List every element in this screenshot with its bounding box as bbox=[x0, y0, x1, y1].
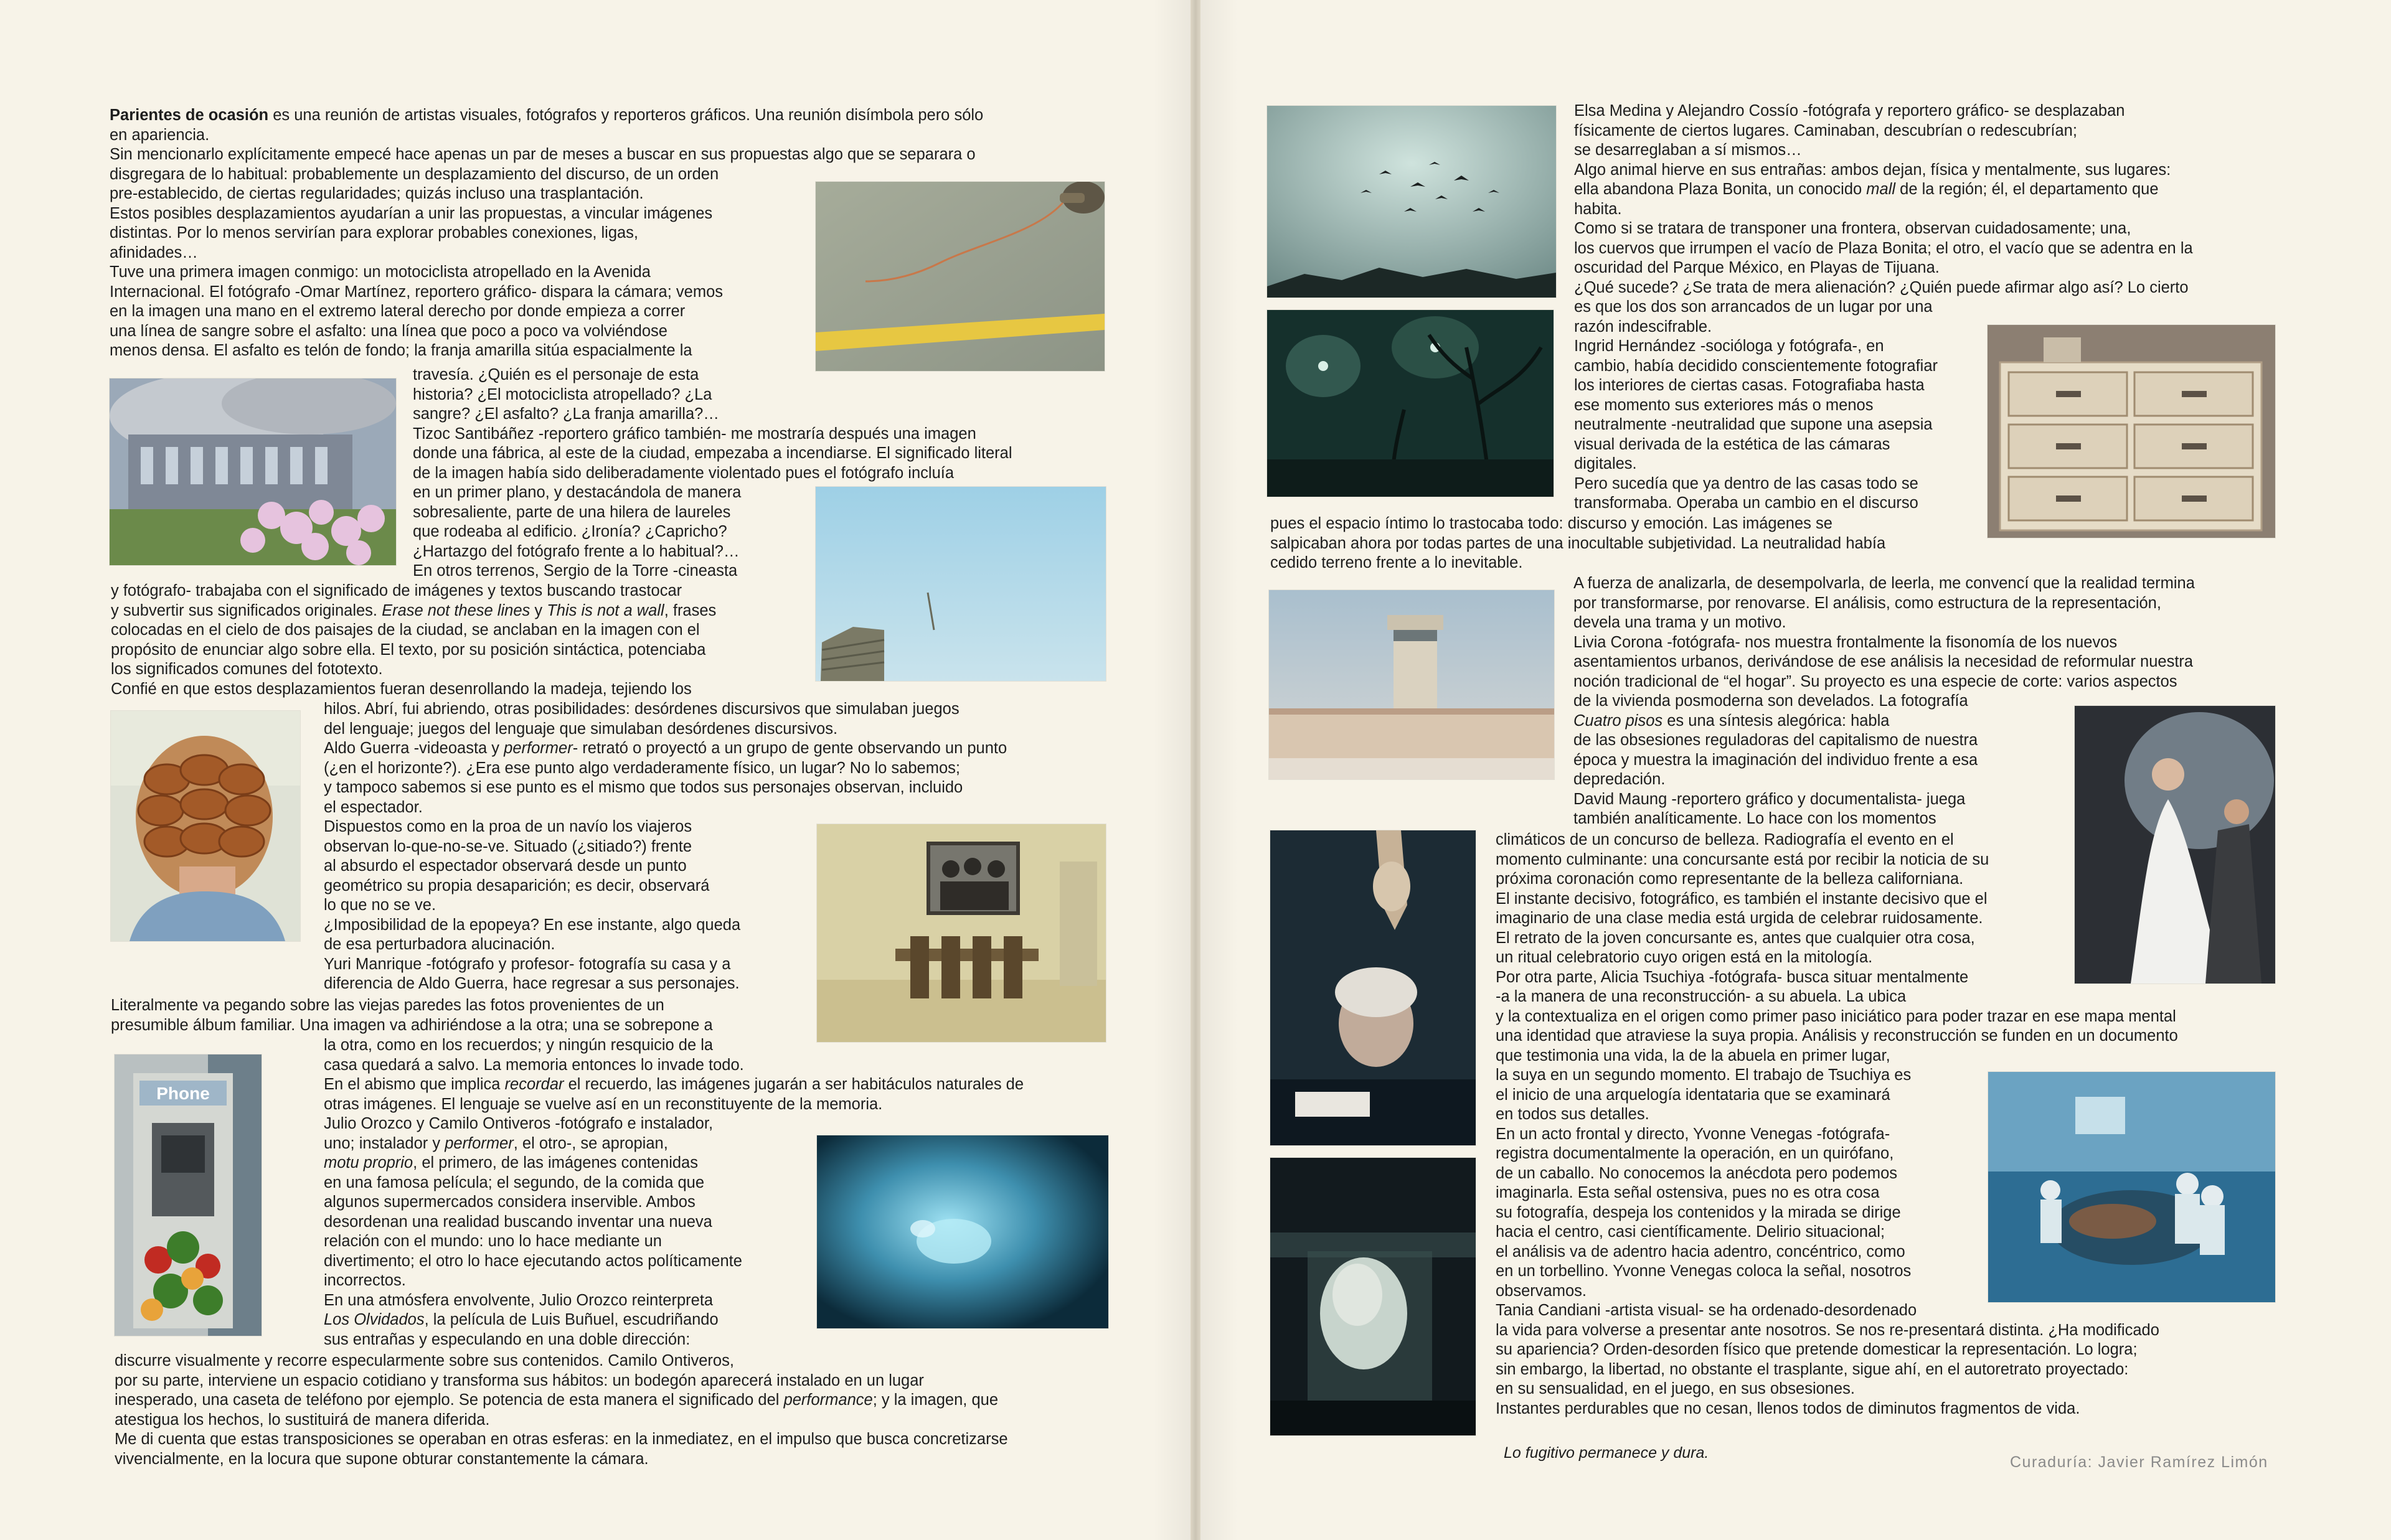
text-line: los interiores de ciertas casas. Fotografiaba hasta bbox=[1574, 377, 1925, 394]
text-line: otras imágenes. El lenguaje se vuelve así en un reconstituyente de la memoria. bbox=[324, 1095, 883, 1113]
text-line: una identidad que atraviese la suya propia. Análisis y reconstrucción se funden en un documento bbox=[1496, 1027, 2178, 1045]
text-line: Julio Orozco y Camilo Ontiveros -fotógrafo e instalador, bbox=[324, 1115, 714, 1132]
text-line: afinidades… bbox=[110, 243, 198, 261]
text-line: se desarreglaban a sí mismos… bbox=[1574, 141, 1802, 159]
text-line: un ritual celebratorio cuyo origen está en la mitología. bbox=[1496, 949, 1873, 966]
text-line: lo que no se ve. bbox=[324, 896, 436, 914]
text-line: momento culminante: una concursante está por recibir la noticia de su bbox=[1496, 850, 1989, 868]
text-line: Elsa Medina y Alejandro Cossío -fotógrafa y reportero gráfico- se desplazaban bbox=[1574, 102, 2125, 120]
photo-birds-sky bbox=[1267, 106, 1556, 298]
text-line: David Maung -reportero gráfico y documentalista- juega bbox=[1573, 790, 1966, 808]
photo-watchtower bbox=[1269, 590, 1554, 779]
text-line: Yuri Manrique -fotógrafo y profesor- fotografía su casa y a bbox=[324, 955, 731, 973]
exhibition-title: Parientes de ocasión bbox=[110, 106, 269, 124]
text-line: que rodeaba al edificio. ¿Ironía? ¿Capricho? bbox=[413, 523, 727, 540]
text-line: devela una trama y un motivo. bbox=[1573, 614, 1786, 631]
text-line: Tizoc Santibáñez -reportero gráfico también- me mostraría después una imagen bbox=[413, 425, 976, 443]
text-line: propósito de enunciar algo sobre ella. El texto, por su posición sintáctica, potenciaba bbox=[111, 641, 706, 659]
text-line: en todos sus detalles. bbox=[1496, 1106, 1649, 1123]
text-line: ¿Qué sucede? ¿Se trata de mera alienación? ¿Quién puede afirmar algo así? Lo cierto bbox=[1574, 278, 2189, 296]
closing-quote: Lo fugitivo permanece y dura. bbox=[1504, 1444, 1709, 1462]
text-line: oscuridad del Parque México, en Playas de Tijuana. bbox=[1574, 259, 1940, 276]
text-line: imaginario de una clase media está urgida de celebrar ruidosamente. bbox=[1496, 909, 1983, 927]
text-line: relación con el mundo: uno lo hace mediante un bbox=[324, 1232, 662, 1250]
text-line: hacia el centro, casi científicamente. Delirio situacional; bbox=[1496, 1223, 1885, 1241]
text-line: ese momento sus exteriores más o menos bbox=[1574, 396, 1874, 414]
text-line: travesía. ¿Quién es el personaje de esta bbox=[413, 366, 699, 383]
text-line: por transformarse, por renovarse. El análisis, como estructura de la representación, bbox=[1573, 594, 2161, 612]
text-line: El retrato de la joven concursante es, antes que cualquier otra cosa, bbox=[1496, 929, 1975, 947]
text-line: también analíticamente. Lo hace con los momentos bbox=[1573, 810, 1936, 827]
text-line: es que los dos son arrancados de un lugar por una bbox=[1574, 298, 1933, 316]
photo-dining-room bbox=[817, 824, 1106, 1042]
text-line: por su parte, interviene un espacio cotidiano y transforma sus hábitos: un bodegón aparecerá instalado en un lugar bbox=[115, 1371, 924, 1389]
text-line: en la imagen una mano en el extremo lateral derecho por donde empieza a correr bbox=[110, 303, 686, 320]
text-line: Literalmente va pegando sobre las viejas paredes las fotos provenientes de un bbox=[111, 997, 664, 1014]
left-page bbox=[0, 0, 1191, 1540]
photo-beauty-pageant bbox=[2075, 706, 2275, 984]
text-line: en su sensualidad, en el juego, en sus obsesiones. bbox=[1496, 1380, 1855, 1397]
text-line: presumible álbum familiar. Una imagen va adhiriéndose a la otra; una se sobrepone a bbox=[111, 1016, 713, 1034]
text-line: diferencia de Aldo Guerra, hace regresar a sus personajes. bbox=[324, 975, 740, 992]
text-line: una línea de sangre sobre el asfalto: una línea que poco a poco va volviéndose bbox=[110, 322, 667, 340]
text-line: sobresaliente, parte de una hilera de laureles bbox=[413, 503, 731, 521]
text-line: de las obsesiones reguladoras del capitalismo de nuestra bbox=[1573, 731, 1978, 749]
text-line: sangre? ¿El asfalto? ¿La franja amarilla?… bbox=[413, 405, 719, 423]
text-line: su fotografía, despeja los contenidos y la mirada se dirige bbox=[1496, 1203, 1901, 1221]
text-line: geométrico su propia desaparición; es decir, observará bbox=[324, 876, 710, 894]
text-line: digitales. bbox=[1574, 455, 1637, 472]
photo-sky-building bbox=[816, 487, 1106, 681]
left-text-block-c bbox=[111, 581, 716, 699]
text-line: motu proprio, el primero, de las imágenes contenidas bbox=[324, 1154, 698, 1171]
text-line: noción tradicional de “el hogar”. Su proyecto es una especie de corte: varios aspectos bbox=[1573, 672, 2177, 690]
text-line: ¿Imposibilidad de la epopeya? En ese instante, algo queda bbox=[324, 916, 741, 934]
text-line: que testimonia una vida, la de la abuela en primer lugar, bbox=[1496, 1046, 1890, 1064]
phone-sign-text: Phone bbox=[156, 1084, 210, 1103]
text-line: distintas. Por lo menos servirían para explorar probables conexiones, ligas, bbox=[110, 224, 639, 242]
text-line: Dispuestos como en la proa de un navío los viajeros bbox=[324, 818, 692, 835]
text-line: Algo animal hierve en sus entrañas: ambos dejan, física y mentalmente, sus lugares: bbox=[1574, 161, 2171, 179]
text-line: Como si se tratara de transponer una frontera, observan cuidadosamente; una, bbox=[1574, 220, 2131, 237]
text-line: Cuatro pisos es una síntesis alegórica: habla bbox=[1573, 711, 1890, 730]
text-line: visual derivada de la estética de las cámaras bbox=[1574, 435, 1890, 453]
text-line: al absurdo el espectador observará desde un punto bbox=[324, 857, 687, 875]
text-line: atestigua los hechos, lo sustituirá de manera diferida. bbox=[115, 1411, 490, 1429]
photo-self-portrait bbox=[1270, 1158, 1476, 1435]
text-line: época y muestra la imaginación del individuo frente a esa bbox=[1573, 751, 1978, 769]
text-line: observan lo-que-no-se-ve. Situado (¿sitiado?) frente bbox=[324, 837, 692, 855]
text-line: asentamientos urbanos, derivándose de ese análisis la necesidad de reformular nuestra bbox=[1573, 653, 2194, 670]
text-line: salpicaban ahora por todas partes de una inocultable subjetividad. La neutralidad había bbox=[1270, 534, 1886, 552]
photo-road-asphalt bbox=[816, 182, 1105, 371]
text-line: el espectador. bbox=[324, 798, 423, 816]
text-line: climáticos de un concurso de belleza. Radiografía el evento en el bbox=[1496, 831, 1954, 848]
text-line: colocadas en el cielo de dos paisajes de la ciudad, se anclaban en la imagen con el bbox=[111, 621, 700, 639]
text-line: El instante decisivo, fotográfico, es también el instante decisivo que el bbox=[1496, 890, 1988, 908]
text-line: físicamente de ciertos lugares. Caminaban, descubrían o redescubrían; bbox=[1574, 121, 2077, 139]
photo-phone-booth bbox=[115, 1054, 262, 1336]
text-line: imaginarla. Esta señal ostensiva, pues no es otra cosa bbox=[1496, 1184, 1880, 1201]
text-line: algunos supermercados considera inservible. Ambos bbox=[324, 1193, 696, 1211]
text-line: los cuervos que irrumpen el vacío de Plaza Bonita; el otro, el vacío que se adentra en la bbox=[1574, 239, 2193, 257]
text-line: observamos. bbox=[1496, 1282, 1587, 1300]
text-line: desordenan una realidad buscando inventar una nueva bbox=[324, 1213, 712, 1231]
text-line: incorrectos. bbox=[324, 1272, 406, 1289]
text-line: razón indescifrable. bbox=[1574, 317, 1712, 336]
photo-factory-fire bbox=[110, 378, 396, 565]
photo-night-park bbox=[1267, 310, 1554, 497]
left-text-block-g bbox=[115, 1351, 1008, 1469]
text-line: el inicio de una arquelogía identataria que se examinará bbox=[1496, 1086, 1890, 1104]
text-line: En una atmósfera envolvente, Julio Orozco reinterpreta bbox=[324, 1291, 714, 1309]
text-line: en apariencia. bbox=[110, 126, 210, 144]
text-line: (¿en el horizonte?). ¿Era ese punto algo verdaderamente físico, un lugar? No lo sabemos; bbox=[324, 759, 960, 777]
text-line: casa quedará a salvo. La memoria entonces lo invade todo. bbox=[324, 1056, 744, 1074]
text-line: del lenguaje; juegos del lenguaje que simulaban desórdenes discursivos. bbox=[324, 720, 838, 738]
text-line: ella abandona Plaza Bonita, un conocido mall de la región; él, el departamento que bbox=[1574, 181, 2159, 198]
text-line: la otra, como en los recuerdos; y ningún resquicio de la bbox=[324, 1036, 714, 1054]
text-line: uno; instalador y performer, el otro-, se apropian, bbox=[324, 1134, 668, 1152]
text-line: de la imagen había sido deliberadamente violentado pues el fotógrafo incluía bbox=[413, 464, 955, 482]
text-line: Los Olvidados, la película de Luis Buñuel, escudriñando bbox=[324, 1311, 719, 1328]
text-line: inesperado, una caseta de teléfono por ejemplo. Se potencia de esta manera el significado del performance; y la imagen, que bbox=[115, 1391, 999, 1409]
text-line: Instantes perdurables que no cesan, llenos todos de diminutos fragmentos de vida. bbox=[1496, 1399, 2080, 1417]
fold-shadow bbox=[1200, 0, 1238, 1540]
text-line: Tuve una primera imagen conmigo: un motociclista atropellado en la Avenida bbox=[110, 263, 651, 281]
text-line: En otros terrenos, Sergio de la Torre -cineasta bbox=[413, 562, 738, 580]
text-line: cedido terreno frente a lo inevitable. bbox=[1270, 554, 1523, 571]
text-line: Por otra parte, Alicia Tsuchiya -fotógrafa- busca situar mentalmente bbox=[1496, 968, 1969, 986]
text-line: de un caballo. No conocemos la anécdota pero podemos bbox=[1496, 1164, 1898, 1182]
text-line: de la vivienda posmoderna son develados. La fotografía bbox=[1573, 692, 1968, 710]
text-line: donde una fábrica, al este de la ciudad, empezaba a incendiarse. El significado literal bbox=[413, 444, 1012, 462]
text-line: vivencialmente, en la locura que supone obturar constantemente la cámara. bbox=[115, 1450, 649, 1468]
photo-film-still bbox=[817, 1135, 1108, 1328]
fold-shadow bbox=[1153, 0, 1191, 1540]
text-line: transformaba. Operaba un cambio en el discurso bbox=[1574, 494, 1918, 512]
text-line: próxima coronación como representante de la belleza californiana. bbox=[1496, 870, 1964, 888]
text-line: los significados comunes del fototexto. bbox=[111, 660, 383, 678]
text-line: su apariencia? Orden-desorden físico que pretende domesticar la representación. Lo logra; bbox=[1496, 1341, 2138, 1358]
text-line: menos densa. El asfalto es telón de fondo; la franja amarilla sitúa espacialmente la bbox=[110, 342, 692, 359]
text-line: A fuerza de analizarla, de desempolvarla, de leerla, me convencí que la realidad termina bbox=[1573, 575, 2195, 592]
text-line: y subvertir sus significados originales. Erase not these lines y This is not a wall, frases bbox=[111, 601, 717, 619]
photo-operating-room bbox=[1988, 1072, 2275, 1302]
photo-grandmother bbox=[1270, 830, 1476, 1145]
text-line: y la contextualiza en el origen como primer paso iniciático para poder trazar en ese mapa mental bbox=[1496, 1007, 2176, 1025]
text-line: pues el espacio íntimo lo trastocaba todo: discurso y emoción. Las imágenes se bbox=[1270, 515, 1832, 532]
text-line: En el abismo que implica recordar el recuerdo, las imágenes jugarán a ser habitáculos naturales de bbox=[324, 1076, 1024, 1093]
photo-dresser bbox=[1988, 325, 2275, 538]
text-line: sus entrañas y especulando en una doble dirección: bbox=[324, 1330, 691, 1348]
text-line: Livia Corona -fotógrafa- nos muestra frontalmente la fisonomía de los nuevos bbox=[1573, 633, 2118, 651]
text-line: en un torbellino. Yvonne Venegas coloca la señal, nosotros bbox=[1496, 1262, 1912, 1280]
text-line: depredación. bbox=[1573, 771, 1666, 788]
text-line: habita. bbox=[1574, 200, 1622, 218]
text-line: el análisis va de adentro hacia adentro, concéntrico, como bbox=[1496, 1242, 1905, 1261]
text-line: Pero sucedía que ya dentro de las casas todo se bbox=[1574, 474, 1918, 492]
text-line: Tania Candiani -artista visual- se ha ordenado-desordenado bbox=[1496, 1302, 1917, 1319]
text-line: discurre visualmente y recorre especularmente sobre sus contenidos. Camilo Ontiveros, bbox=[115, 1352, 734, 1369]
text-line: En un acto frontal y directo, Yvonne Venegas -fotógrafa- bbox=[1496, 1125, 1890, 1143]
text-line: historia? ¿El motociclista atropellado? ¿La bbox=[413, 385, 712, 403]
left-text-block-e bbox=[111, 996, 713, 1035]
text-line: divertimento; el otro lo hace ejecutando actos políticamente bbox=[324, 1252, 742, 1270]
book-gutter bbox=[1191, 0, 1200, 1540]
text-line: hilos. Abrí, fui abriendo, otras posibilidades: desórdenes discursivos que simulaban juegos bbox=[324, 700, 960, 718]
right-page bbox=[1200, 0, 2391, 1540]
text-line: y tampoco sabemos si ese punto es el mismo que todos sus personajes observan, incluido bbox=[324, 779, 963, 796]
text-line: sin embargo, la libertad, no obstante el trasplante, sigue ahí, en el autoretrato proyectado: bbox=[1496, 1360, 2129, 1378]
text-line: Me di cuenta que estas transposiciones se operaban en otras esferas: en la inmediatez, en el impulso que busca concretizarse bbox=[115, 1430, 1008, 1448]
text-line: Internacional. El fotógrafo -Omar Martínez, reportero gráfico- dispara la cámara; vemos bbox=[110, 283, 723, 301]
text-line: pre-establecido, de ciertas regularidades; quizás incluso una trasplantación. bbox=[110, 185, 644, 202]
text-line: -a la manera de una reconstrucción- a su abuela. La ubica bbox=[1496, 988, 1907, 1005]
text-line: en un primer plano, y destacándola de manera bbox=[413, 484, 742, 501]
text-line: Sin mencionarlo explícitamente empecé hace apenas un par de meses a buscar en sus propuestas algo que se separara o bbox=[110, 146, 976, 163]
text-line: ¿Hartazgo del fotógrafo frente a lo habitual?… bbox=[413, 542, 740, 560]
photo-hair-curlers bbox=[111, 711, 300, 941]
text-line: Parientes de ocasión es una reunión de artistas visuales, fotógrafos y reporteros gráficos. Una reunión disímbola pero sólo bbox=[110, 106, 984, 124]
text-line: registra documentalmente la operación, en un quirófano, bbox=[1496, 1145, 1894, 1162]
text-line: cambio, había decidido conscientemente fotografiar bbox=[1574, 357, 1938, 375]
curator-credit: Curaduría: Javier Ramírez Limón bbox=[2010, 1453, 2268, 1471]
text-line: la vida para volverse a presentar ante nosotros. Se nos re-presentará distinta. ¿Ha modificado bbox=[1496, 1321, 2159, 1339]
text-line: y fotógrafo- trabajaba con el significado de imágenes y textos buscando trastocar bbox=[111, 582, 682, 599]
text-line: Confié en que estos desplazamientos fueran desenrollando la madeja, tejiendo los bbox=[111, 680, 692, 698]
text-line: disgregara de lo habitual: probablemente un desplazamiento del discurso, de un orden bbox=[110, 165, 719, 183]
text-line: Ingrid Hernández -socióloga y fotógrafa-, en bbox=[1574, 337, 1884, 355]
text-line: neutralmente -neutralidad que supone una asepsia bbox=[1574, 416, 1933, 433]
text-line: de esa perturbadora alucinación. bbox=[324, 936, 555, 953]
text-line: Aldo Guerra -videoasta y performer- retrató o proyectó a un grupo de gente observando un punto bbox=[324, 739, 1007, 757]
text-line: la suya en un segundo momento. El trabajo de Tsuchiya es bbox=[1496, 1066, 1912, 1084]
text-line: en una famosa película; el segundo, de la comida que bbox=[324, 1173, 705, 1191]
right-text-block-b bbox=[1270, 514, 1885, 573]
text-line: Estos posibles desplazamientos ayudarían a unir las propuestas, a vincular imágenes bbox=[110, 204, 713, 222]
